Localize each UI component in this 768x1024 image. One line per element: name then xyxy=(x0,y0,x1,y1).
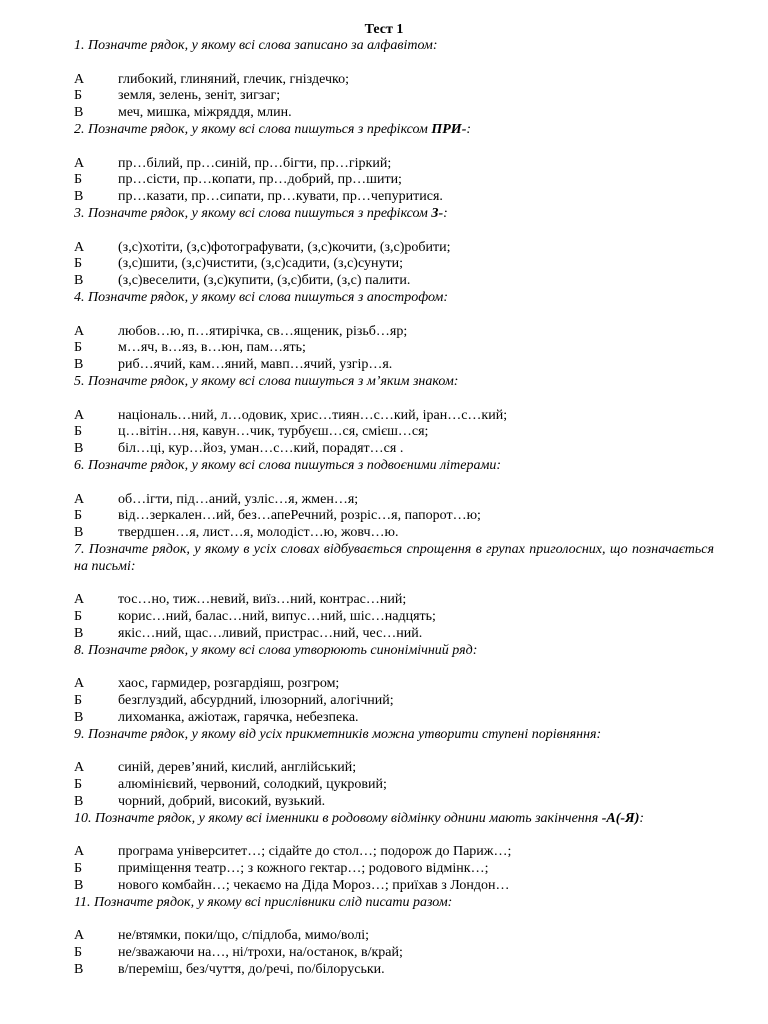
question-number: 7. xyxy=(74,541,85,557)
spacer xyxy=(74,659,714,676)
answer-option[interactable] xyxy=(74,508,714,525)
question-key-term: З- xyxy=(431,205,444,221)
question-body: Позначте рядок, у якому всі слова пишуться з префіксом xyxy=(88,205,432,221)
option-text: пр…білий, пр…синій, пр…бігти, пр…гіркий; xyxy=(118,155,392,171)
answer-option[interactable] xyxy=(74,357,714,374)
option-text: корис…ний, балас…ний, випус…ний, шіс…надцять; xyxy=(118,609,436,625)
question-11 xyxy=(74,895,714,979)
spacer xyxy=(74,475,714,492)
answer-option[interactable] xyxy=(74,424,714,441)
question-number: 4. xyxy=(74,289,85,305)
spacer xyxy=(74,139,714,156)
question-number: 11. xyxy=(74,894,91,910)
question-text xyxy=(74,811,714,828)
answer-option[interactable] xyxy=(74,156,714,173)
question-body: Позначте рядок, у якому всі слова пишуться з префіксом xyxy=(88,121,432,137)
spacer xyxy=(74,223,714,240)
question-text xyxy=(74,38,714,55)
answer-option[interactable] xyxy=(74,878,714,895)
spacer xyxy=(74,55,714,72)
question-number: 2. xyxy=(74,121,85,137)
answer-option[interactable] xyxy=(74,962,714,979)
answer-option[interactable] xyxy=(74,105,714,122)
question-10 xyxy=(74,811,714,895)
question-key-term: -А(-Я) xyxy=(601,810,640,826)
question-number: 1. xyxy=(74,38,85,53)
spacer xyxy=(74,576,714,593)
option-text: від…зеркален…ий, без…апеРечний, розріс…я, папорот…ю; xyxy=(118,508,481,524)
question-body: Позначте рядок, у якому всі прислівники слід писати разом: xyxy=(93,894,453,910)
option-letter: Б xyxy=(74,256,83,272)
option-letter: В xyxy=(74,273,84,289)
option-text: любов…ю, п…ятирічка, св…ященик, різьб…яр; xyxy=(118,323,408,339)
option-letter: А xyxy=(74,71,85,87)
option-text: хаос, гармидер, розгардіяш, розгром; xyxy=(118,676,340,692)
question-text xyxy=(74,895,714,912)
option-text: не/втямки, поки/що, с/підлоба, мимо/волі; xyxy=(118,928,369,944)
option-text: якіс…ний, щас…ливий, пристрас…ний, чес…ний. xyxy=(118,625,423,641)
page-title: Тест 1 xyxy=(364,22,404,37)
question-2 xyxy=(74,122,714,206)
option-letter: В xyxy=(74,793,84,809)
option-letter: В xyxy=(74,709,84,725)
option-letter: В xyxy=(74,961,84,977)
question-number: 5. xyxy=(74,373,85,389)
question-body: Позначте рядок, у якому в усіх словах відбувається спрощення в групах приголосних, що позначається на письмі: xyxy=(74,541,715,574)
question-text xyxy=(74,458,714,475)
option-letter: А xyxy=(74,155,85,171)
spacer xyxy=(74,827,714,844)
option-text: меч, мишка, міжряддя, млин. xyxy=(118,105,292,121)
option-text: (з,с)шити, (з,с)чистити, (з,с)садити, (з,с)сунути; xyxy=(118,256,403,272)
answer-option[interactable] xyxy=(74,592,714,609)
spacer xyxy=(74,391,714,408)
answer-option[interactable] xyxy=(74,693,714,710)
spacer xyxy=(74,743,714,760)
option-text: твердшен…я, лист…я, молодіст…ю, жовч…ю. xyxy=(118,525,399,541)
question-number: 8. xyxy=(74,642,85,658)
option-letter: Б xyxy=(74,88,83,104)
option-letter: В xyxy=(74,877,84,893)
option-letter: Б xyxy=(74,861,83,877)
answer-option[interactable] xyxy=(74,626,714,643)
answer-option[interactable] xyxy=(74,844,714,861)
option-text: приміщення театр…; з кожного гектар…; родового відмінк…; xyxy=(118,861,489,877)
option-text: м…яч, в…яз, в…юн, пам…ять; xyxy=(118,340,306,356)
answer-option[interactable] xyxy=(74,492,714,509)
question-tail: : xyxy=(443,205,448,221)
question-key-term: ПРИ- xyxy=(431,121,467,137)
question-body: Позначте рядок, у якому всі іменники в родовому відмінку однини мають закінчення xyxy=(95,810,602,826)
option-letter: А xyxy=(74,928,85,944)
option-letter: А xyxy=(74,676,85,692)
answer-option[interactable] xyxy=(74,609,714,626)
answer-option[interactable] xyxy=(74,676,714,693)
question-body: Позначте рядок, у якому всі слова пишуться з апострофом: xyxy=(88,289,449,305)
question-list xyxy=(74,38,714,979)
question-body: Позначте рядок, у якому від усіх прикметників можна утворити ступені порівняння: xyxy=(88,726,602,742)
answer-option[interactable] xyxy=(74,928,714,945)
question-tail: : xyxy=(639,810,645,826)
option-letter: В xyxy=(74,189,84,205)
option-text: риб…ячий, кам…яний, мавп…ячий, узгір…я. xyxy=(118,357,393,373)
option-text: алюмінієвий, червоний, солодкий, цукровий; xyxy=(118,777,387,793)
spacer xyxy=(74,307,714,324)
option-text: програма університет…; сідайте до стол…; подорож до Париж…; xyxy=(118,844,512,860)
answer-option[interactable] xyxy=(74,256,714,273)
question-body: Позначте рядок, у якому всі слова записано за алфавітом: xyxy=(88,38,438,53)
question-number: 9. xyxy=(74,726,85,742)
option-text: об…ігти, під…аний, узліс…я, жмен…я; xyxy=(118,491,359,507)
option-letter: Б xyxy=(74,693,83,709)
question-6 xyxy=(74,458,714,542)
question-text xyxy=(74,727,714,744)
question-number: 6. xyxy=(74,457,85,473)
option-letter: Б xyxy=(74,172,83,188)
option-letter: А xyxy=(74,323,85,339)
question-9 xyxy=(74,727,714,811)
answer-option[interactable] xyxy=(74,945,714,962)
option-letter: А xyxy=(74,844,85,860)
option-letter: В xyxy=(74,525,84,541)
question-3 xyxy=(74,206,714,290)
option-text: лихоманка, ажіотаж, гарячка, небезпека. xyxy=(118,709,359,725)
answer-option[interactable] xyxy=(74,273,714,290)
answer-option[interactable] xyxy=(74,408,714,425)
option-text: не/зважаючи на…, ні/трохи, на/останок, в/край; xyxy=(118,945,403,961)
question-5 xyxy=(74,374,714,458)
answer-option[interactable] xyxy=(74,72,714,89)
answer-option[interactable] xyxy=(74,760,714,777)
option-letter: А xyxy=(74,407,85,423)
question-1 xyxy=(74,38,714,122)
answer-option[interactable] xyxy=(74,88,714,105)
option-letter: А xyxy=(74,239,85,255)
option-letter: Б xyxy=(74,945,83,961)
question-number: 3. xyxy=(74,205,85,221)
option-text: тос…но, тиж…невий, виїз…ний, контрас…ний; xyxy=(118,592,407,608)
question-text xyxy=(74,643,714,660)
question-text xyxy=(74,290,714,307)
option-text: пр…казати, пр…сипати, пр…кувати, пр…чепуритися. xyxy=(118,189,443,205)
answer-option[interactable] xyxy=(74,710,714,727)
spacer xyxy=(74,911,714,928)
option-letter: В xyxy=(74,105,84,121)
option-text: земля, зелень, зеніт, зигзаг; xyxy=(118,88,281,104)
option-text: пр…сісти, пр…копати, пр…добрий, пр…шити; xyxy=(118,172,402,188)
question-8 xyxy=(74,643,714,727)
answer-option[interactable] xyxy=(74,189,714,206)
answer-option[interactable] xyxy=(74,240,714,257)
option-text: (з,с)хотіти, (з,с)фотографувати, (з,с)кочити, (з,с)робити; xyxy=(118,239,451,255)
question-body: Позначте рядок, у якому всі слова пишуться з м’яким знаком: xyxy=(88,373,459,389)
answer-option[interactable] xyxy=(74,340,714,357)
option-text: національ…ний, л…одовик, хрис…тиян…с…кий, іран…с…кий; xyxy=(118,407,508,423)
answer-option[interactable] xyxy=(74,794,714,811)
option-text: в/переміш, без/чуття, до/речі, по/білоруськи. xyxy=(118,961,385,977)
question-4 xyxy=(74,290,714,374)
option-text: безглуздий, абсурдний, ілюзорний, алогічний; xyxy=(118,693,394,709)
option-letter: Б xyxy=(74,777,83,793)
option-text: біл…ці, кур…йоз, уман…с…кий, порадят…ся . xyxy=(118,441,404,457)
option-letter: В xyxy=(74,357,84,373)
option-text: нового комбайн…; чекаємо на Діда Мороз…; приїхав з Лондон… xyxy=(118,877,510,893)
option-letter: В xyxy=(74,441,84,457)
option-letter: Б xyxy=(74,424,83,440)
question-tail: : xyxy=(466,121,472,137)
option-letter: А xyxy=(74,491,85,507)
option-letter: Б xyxy=(74,508,83,524)
option-text: глибокий, глиняний, глечик, гніздечко; xyxy=(118,71,349,87)
option-letter: Б xyxy=(74,609,83,625)
question-text xyxy=(74,374,714,391)
answer-option[interactable] xyxy=(74,324,714,341)
question-number: 10. xyxy=(74,810,92,826)
option-letter: А xyxy=(74,592,85,608)
option-letter: Б xyxy=(74,340,83,356)
option-text: синій, дерев’яний, кислий, англійський; xyxy=(118,760,357,776)
answer-option[interactable] xyxy=(74,861,714,878)
option-text: ц…вітін…ня, кавун…чик, турбуєш…ся, смієш…ся; xyxy=(118,424,429,440)
option-letter: А xyxy=(74,760,85,776)
answer-option[interactable] xyxy=(74,777,714,794)
answer-option[interactable] xyxy=(74,441,714,458)
option-text: (з,с)веселити, (з,с)купити, (з,с)бити, (з,с) палити. xyxy=(118,273,411,289)
option-text: чорний, добрий, високий, вузький. xyxy=(118,793,326,809)
question-7 xyxy=(74,542,714,643)
option-letter: В xyxy=(74,625,84,641)
answer-option[interactable] xyxy=(74,172,714,189)
question-text xyxy=(74,542,714,576)
question-body: Позначте рядок, у якому всі слова утворюють синонімічний ряд: xyxy=(88,642,478,658)
question-text xyxy=(74,206,714,223)
question-body: Позначте рядок, у якому всі слова пишуться з подвоєними літерами: xyxy=(88,457,502,473)
question-text xyxy=(74,122,714,139)
answer-option[interactable] xyxy=(74,525,714,542)
